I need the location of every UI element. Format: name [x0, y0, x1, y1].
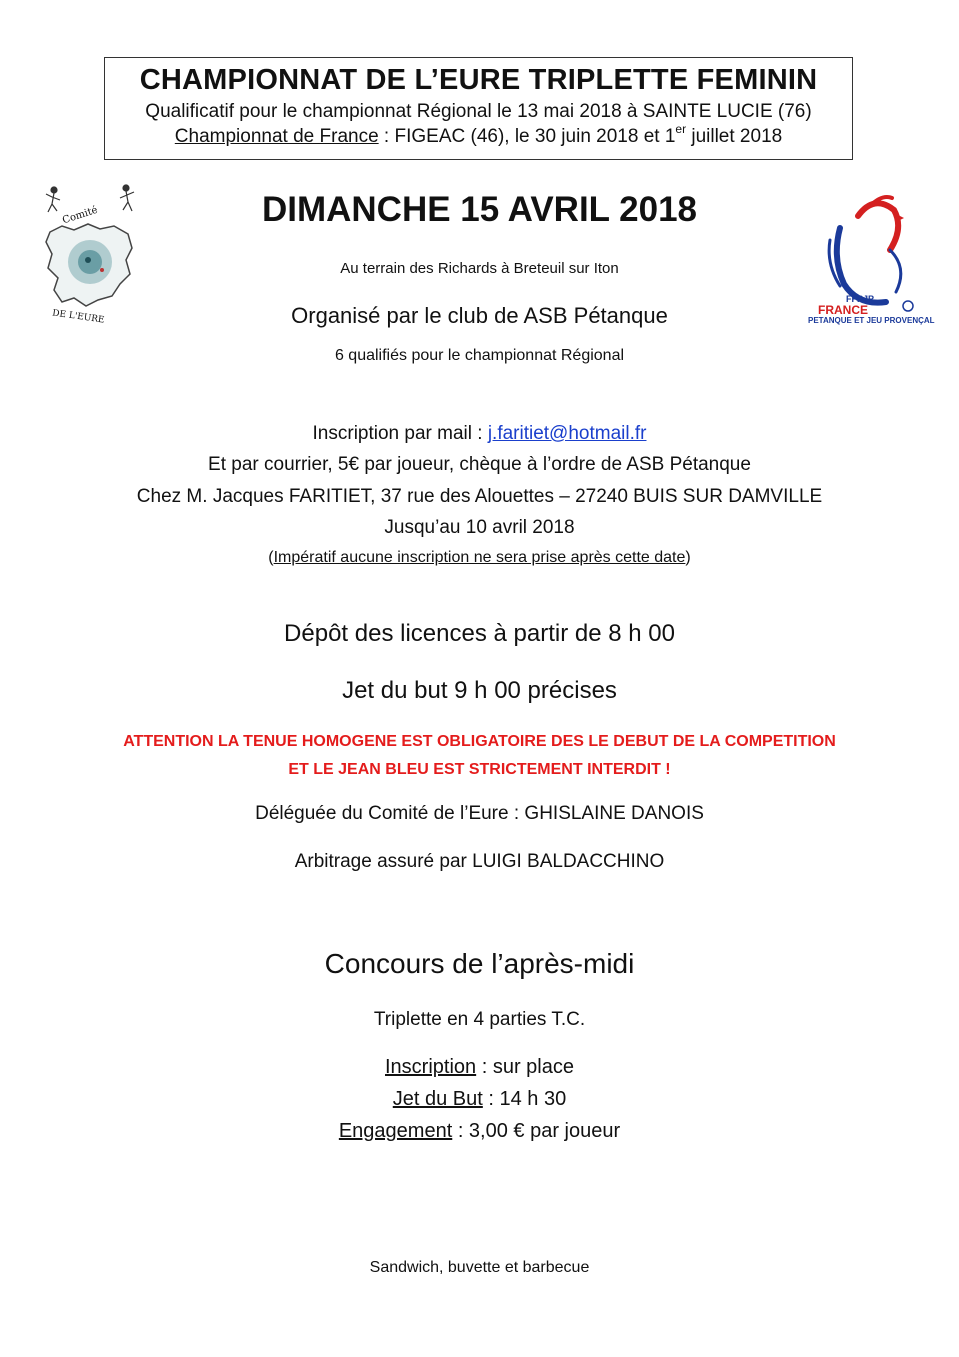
referee-line: Arbitrage assuré par LUIGI BALDACCHINO — [294, 851, 665, 872]
registration-note-text: Impératif aucune inscription ne sera prise après cette date — [273, 549, 686, 566]
warning-line-1: ATTENTION LA TENUE HOMOGENE EST OBLIGATOIRE DES LE DEBUT DE LA COMPETITION — [123, 733, 836, 750]
jet-du-but-time: Jet du but 9 h 00 précises — [342, 677, 617, 704]
france-championship-text-a: : FIGEAC (46), le 30 juin 2018 et 1 — [378, 126, 676, 147]
afternoon-jet — [0, 1088, 959, 1111]
warning-line-2: ET LE JEAN BLEU EST STRICTEMENT INTERDIT ! — [288, 761, 671, 778]
france-championship-text-b: juillet 2018 — [686, 126, 783, 147]
afternoon-inscription-value: : sur place — [476, 1056, 574, 1078]
event-qualifies: 6 qualifiés pour le championnat Régional — [334, 347, 625, 364]
ffpjp-sub-text: PETANQUE ET JEU PROVENÇAL — [808, 316, 935, 325]
registration-deadline: Jusqu’au 10 avril 2018 — [384, 517, 575, 538]
delegate-line: Déléguée du Comité de l’Eure : GHISLAINE DANOIS — [255, 803, 704, 824]
registration-email-link[interactable]: j.faritiet@hotmail.fr — [487, 423, 647, 444]
registration-mail-label: Inscription par mail : — [312, 423, 488, 444]
afternoon-engagement-label: Engagement — [338, 1120, 453, 1142]
comite-logo-top-text: Comité — [61, 204, 100, 227]
title-box — [104, 57, 853, 160]
afternoon-inscription-label: Inscription — [385, 1056, 477, 1078]
license-deposit-time: Dépôt des licences à partir de 8 h 00 — [284, 620, 675, 647]
ffpjp-small-text: FFPJP — [846, 294, 875, 304]
afternoon-title: Concours de l’après-midi — [324, 948, 635, 979]
afternoon-engagement — [0, 1120, 959, 1143]
registration-note — [0, 549, 959, 567]
afternoon-jet-label: Jet du But — [392, 1088, 483, 1110]
registration-post: Et par courrier, 5€ par joueur, chèque à l’ordre de ASB Pétanque — [208, 454, 751, 475]
ffpjp-main-text: FRANCE — [818, 303, 868, 317]
event-date: DIMANCHE 15 AVRIL 2018 — [261, 190, 698, 229]
registration-note-close: ) — [685, 549, 691, 566]
registration-mail-line — [0, 423, 959, 445]
afternoon-engagement-value: : 3,00 € par joueur — [452, 1120, 621, 1142]
food-info: Sandwich, buvette et barbecue — [369, 1259, 590, 1276]
qualification-line: Qualificatif pour le championnat Régional le 13 mai 2018 à SAINTE LUCIE (76) — [145, 101, 812, 122]
registration-note-open: ( — [268, 549, 274, 566]
afternoon-jet-value: : 14 h 30 — [482, 1088, 567, 1110]
france-championship-sup: er — [675, 121, 687, 136]
event-location: Au terrain des Richards à Breteuil sur Iton — [340, 260, 619, 277]
event-organizer: Organisé par le club de ASB Pétanque — [291, 303, 668, 328]
france-championship-label: Championnat de France — [174, 126, 379, 147]
france-championship-line — [105, 121, 852, 148]
page-title: CHAMPIONNAT DE L’EURE TRIPLETTE FEMININ — [139, 64, 818, 96]
comite-logo-bottom-text: DE L'EURE — [51, 308, 106, 326]
afternoon-format: Triplette en 4 parties T.C. — [373, 1009, 586, 1030]
afternoon-inscription — [0, 1056, 959, 1079]
registration-address: Chez M. Jacques FARITIET, 37 rue des Alouettes – 27240 BUIS SUR DAMVILLE — [136, 486, 823, 507]
